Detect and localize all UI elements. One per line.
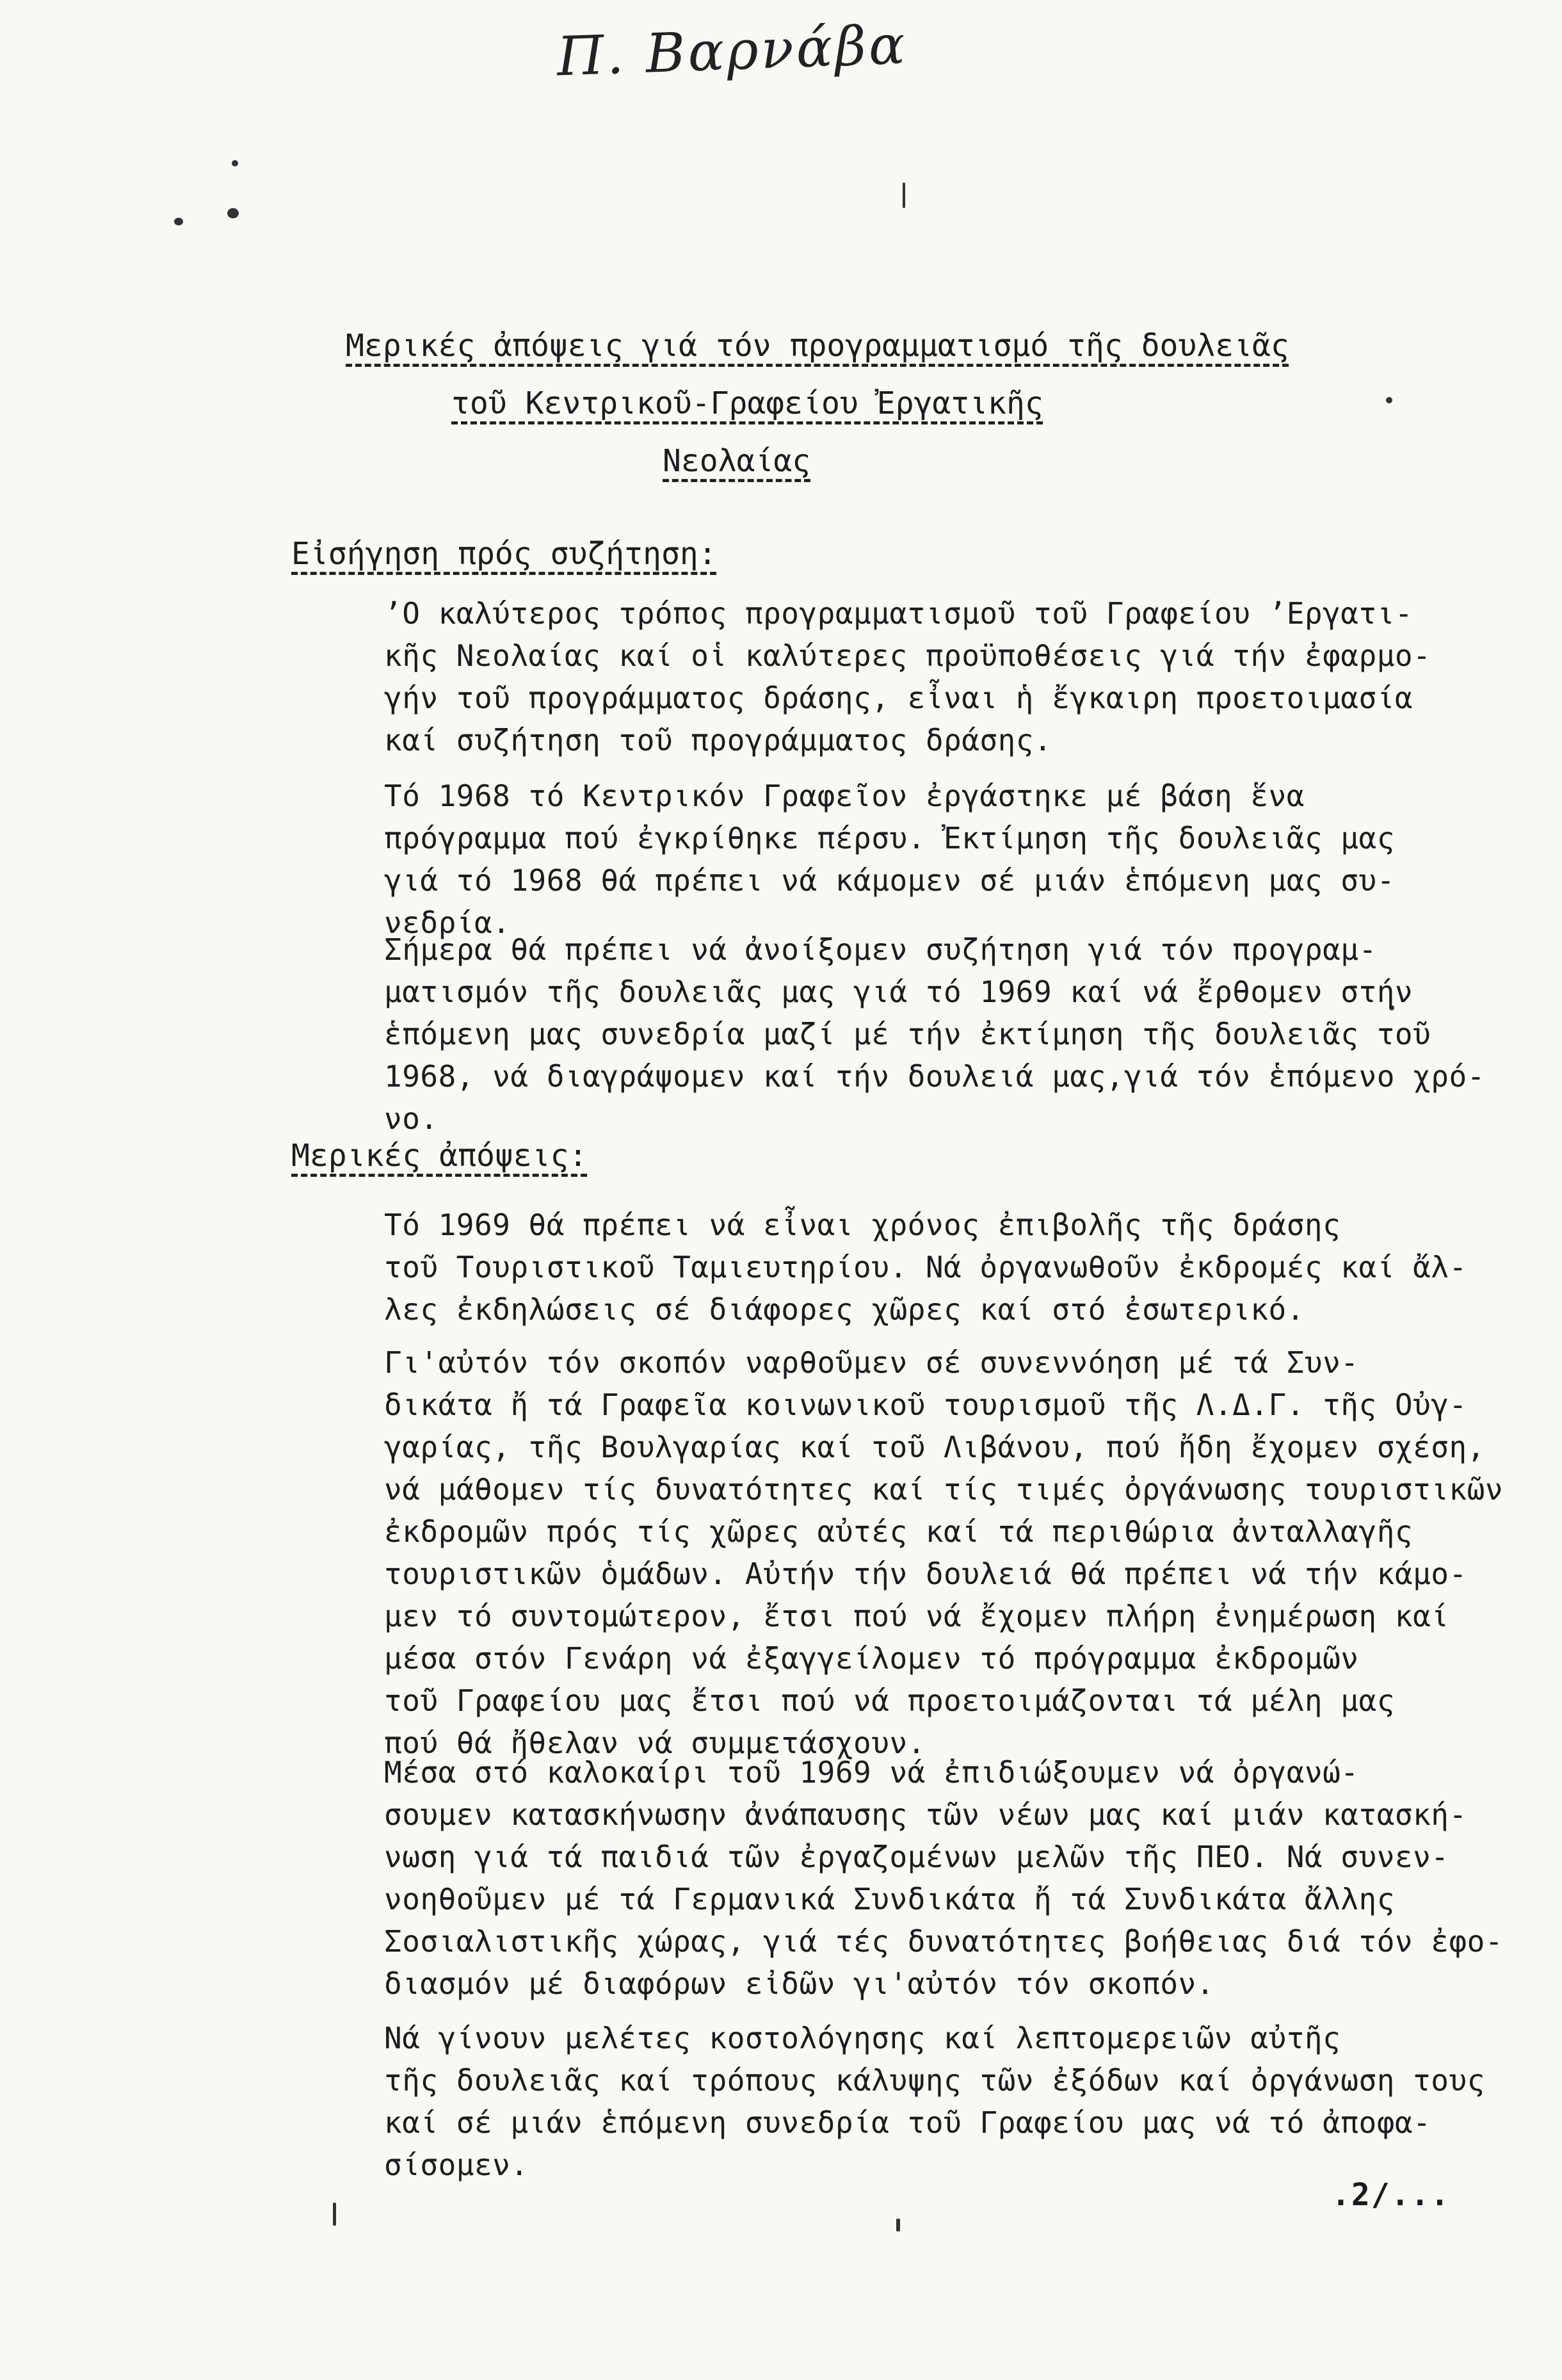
title-line-1: Μερικές ἀπόψεις γιά τόν προγραμματισμό τῆς δουλειᾶς	[346, 328, 1289, 364]
scan-speck	[896, 2219, 900, 2231]
scan-speck	[232, 160, 238, 166]
page-number: .2/...	[1332, 2177, 1451, 2213]
scan-speck	[333, 2203, 336, 2226]
handwritten-name: Π. Βαρνάβα	[556, 13, 909, 88]
paragraph-1969-planning: Σήμερα θά πρέπει νά ἀνοίξομεν συζήτηση γιά τόν προγραμ- ματισμόν τῆς δουλειᾶς μας γιά τό 1969 καί νά ἔρθομεν στήν ἑπόμενη μας συνεδρία μαζί μέ τήν ἐκτίμηση τῆς δουλειᾶς τοῦ 1968, νά διαγράψομεν καί τήν δουλειά μας,γιά τόν ἑπόμενο χρό- νο.	[384, 932, 1485, 1136]
scan-speck	[903, 182, 905, 208]
scan-speck	[1386, 397, 1392, 403]
paragraph-unions: Γι'αὐτόν τόν σκοπόν ναρθοῦμεν σέ συνεννόηση μέ τά Συν- δικάτα ἤ τά Γραφεῖα κοινωνικοῦ τουρισμοῦ τῆς Λ.Δ.Γ. τῆς Οὐγ- γαρίας, τῆς Βουλγαρίας καί τοῦ Λιβάνου, πού ἤδη ἔχομεν σχέση, νά μάθομεν τίς δυνατότητες καί τίς τιμές ὀργάνωσης τουριστικῶν ἐκδρομῶν πρός τίς χῶρες αὐτές καί τά περιθώρια ἀνταλλαγῆς τουριστικῶν ὁμάδων. Αὐτήν τήν δουλειά θά πρέπει νά τήν κάμο- μεν τό συντομώτερον, ἔτσι πού νά ἔχομεν πλήρη ἐνημέρωση καί μέσα στόν Γενάρη νά ἐξαγγείλομεν τό πρόγραμμα ἐκδρομῶν τοῦ Γραφείου μας ἔτσι πού νά προετοιμάζονται τά μέλη μας πού θά ἤθελαν νά συμμετάσχουν.	[384, 1345, 1504, 1760]
scan-speck	[174, 218, 183, 225]
paragraph-tourism-fund: Τό 1969 θά πρέπει νά εἶναι χρόνος ἐπιβολῆς τῆς δράσης τοῦ Τουριστικοῦ Ταμιευτηρίου. Νά ὀργανωθοῦν ἐκδρομές καί ἄλ- λες ἐκδηλώσεις σέ διάφορες χῶρες καί στό ἐσωτερικό.	[384, 1208, 1467, 1327]
section-heading-proposal: Εἰσήγηση πρός συζήτηση:	[291, 536, 717, 572]
scan-speck	[227, 208, 239, 218]
section-heading-views: Μερικές ἀπόψεις:	[291, 1138, 588, 1174]
title-line-3: Νεολαίας	[663, 443, 811, 479]
paragraph-1968: Τό 1968 τό Κεντρικόν Γραφεῖον ἐργάστηκε μέ βάση ἕνα πρόγραμμα πού ἐγκρίθηκε πέρσυ. Ἐκτίμηση τῆς δουλειᾶς μας γιά τό 1968 θά πρέπει νά κάμομεν σέ μιάν ἑπόμενη μας συ- νεδρία.	[384, 779, 1395, 940]
paragraph-intro: ʼΟ καλύτερος τρόπος προγραμματισμοῦ τοῦ Γραφείου ʼΕργατι- κῆς Νεολαίας καί οἱ καλύτερες προϋποθέσεις γιά τήν ἐφαρμο- γήν τοῦ προγράμματος δράσης, εἶναι ἡ ἔγκαιρη προετοιμασία καί συζήτηση τοῦ προγράμματος δράσης.	[384, 596, 1431, 757]
paragraph-summer-camp: Μέσα στό καλοκαίρι τοῦ 1969 νά ἐπιδιώξουμεν νά ὀργανώ- σουμεν κατασκήνωσην ἀνάπαυσης τῶν νέων μας καί μιάν κατασκή- νωση γιά τά παιδιά τῶν ἐργαζομένων μελῶν τῆς ΠΕΟ. Νά συνεν- νοηθοῦμεν μέ τά Γερμανικά Συνδικάτα ἤ τά Συνδικάτα ἄλλης Σοσιαλιστικῆς χώρας, γιά τές δυνατότητες βοήθειας διά τόν ἐφο- διασμόν μέ διαφόρων εἰδῶν γι'αὐτόν τόν σκοπόν.	[384, 1755, 1504, 2001]
title-line-2: τοῦ Κεντρικοῦ-Γραφείου Ἐργατικῆς	[451, 385, 1043, 421]
paragraph-cost-studies: Νά γίνουν μελέτες κοστολόγησης καί λεπτομερειῶν αὐτῆς τῆς δουλειᾶς καί τρόπους κάλυψης τῶν ἐξόδων καί ὀργάνωση τους καί σέ μιάν ἑπόμενη συνεδρία τοῦ Γραφείου μας νά τό ἀποφα- σίσομεν.	[384, 2021, 1485, 2182]
